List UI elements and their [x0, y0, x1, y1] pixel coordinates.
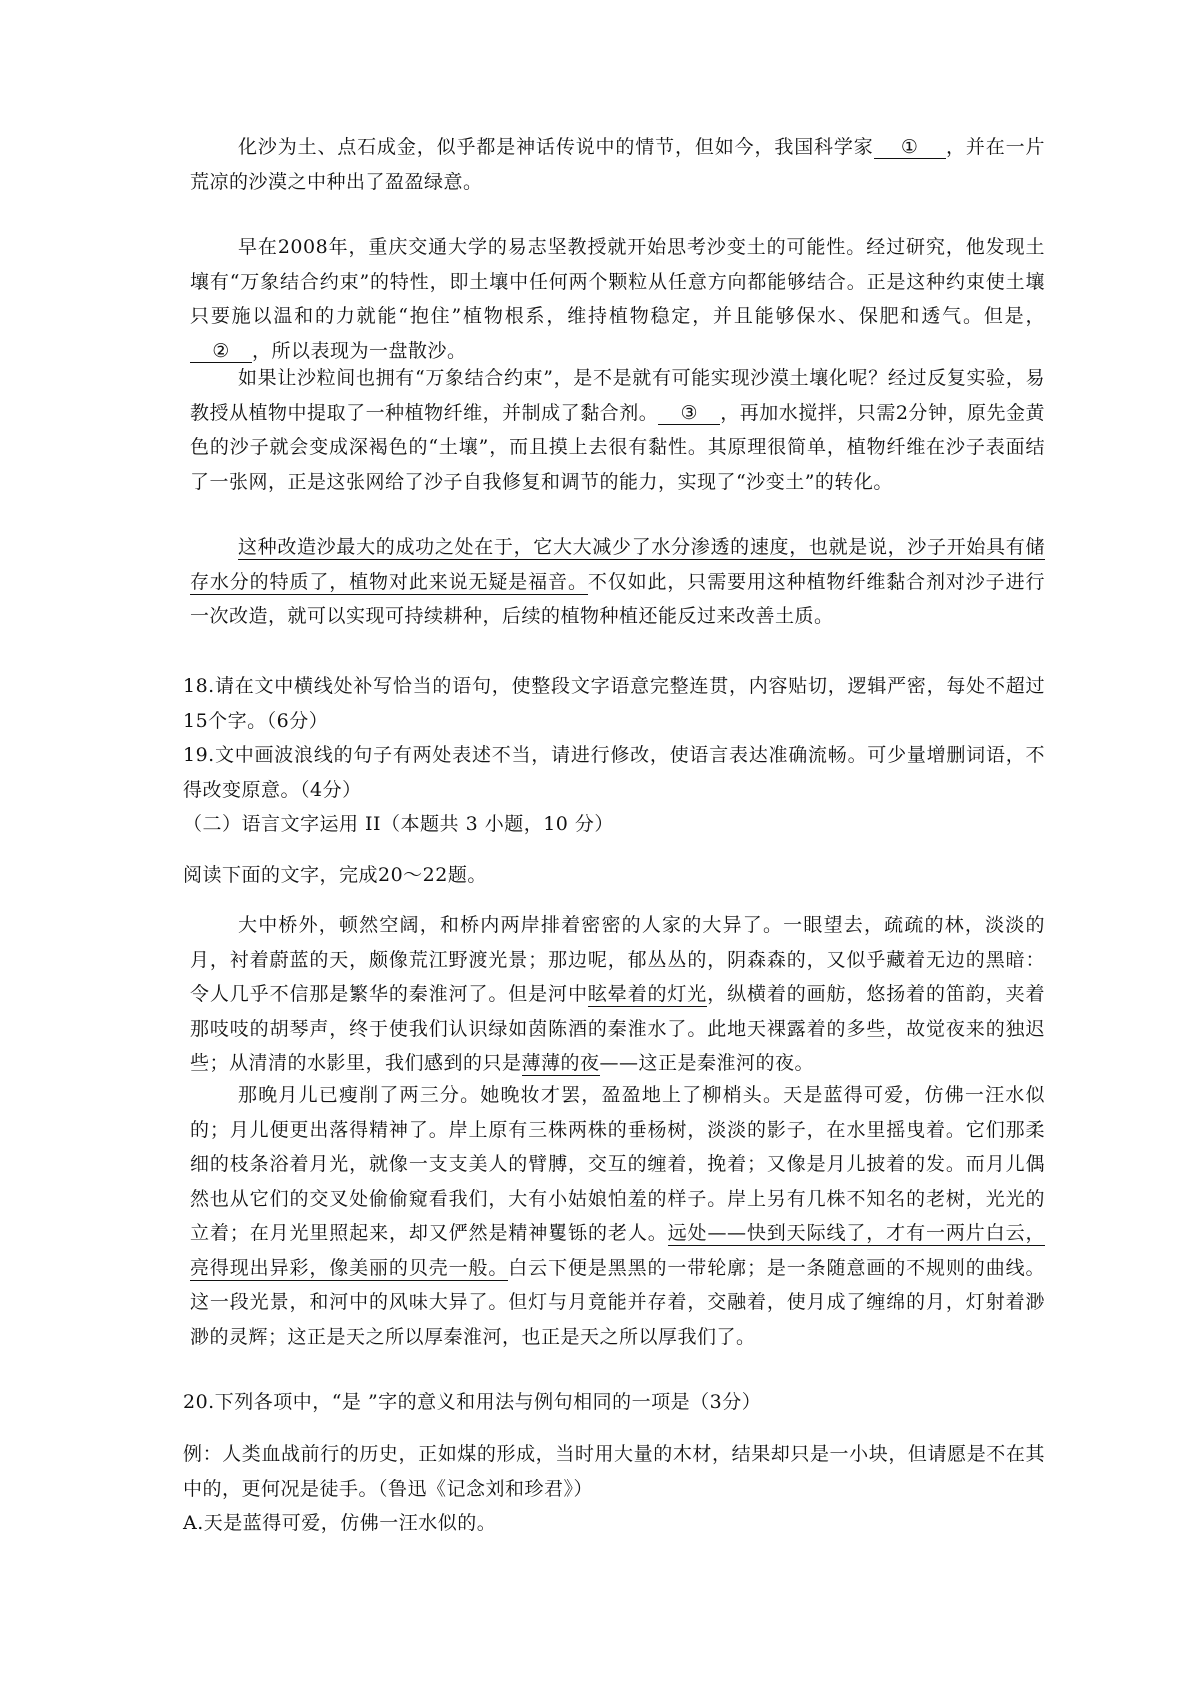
passage2-p2-text-a: 那晚月儿已瘦削了两三分。她晚妆才罢，盈盈地上了柳梢头。天是蓝得可爱，仿佛一汪水似的；月儿便更出落得精神了。岸上原有三株两株的垂杨树，淡淡的影子，在水里摇曳着。它们那柔细的枝条浴着月光，就像一支支美人的臂膊，交互的缠着，挽着；又像是月儿披着的发。而月儿偶然也从它们的交叉处偷偷窥看我们，大有小姑娘怕羞的样子。岸上另有几株不知名的老树，光光的立着；在月光里照起来，却又俨然是精神矍铄的老人。: [190, 1084, 1045, 1244]
passage1-p4-rest: 不仅如此，只需要用这种植物纤维黏合剂对沙子进行一次改造，就可以实现可持续耕种，后续的植物种植还能反过来改善土质。: [190, 570, 1045, 627]
question-18: 18.请在文中横线处补写恰当的语句，使整段文字语意完整连贯，内容贴切，逻辑严密，每处不超过15个字。（6分）: [183, 675, 1045, 732]
passage2-p1-text-a: 大中桥外，顿然空阔，和桥内两岸排着密密的人家的大异了。一眼望去，疏疏的林，淡淡的月，衬着蔚蓝的天，颇像荒江野渡光景；那边呢，郁丛丛的，阴森森的，又似乎藏着无边的黑暗：令人几乎不信那是繁华的秦淮河了。但是河中: [190, 914, 1045, 1005]
passage1-paragraph-2: [190, 230, 1045, 368]
passage1-p2-text-a: 早在2008年，重庆交通大学的易志坚教授就开始思考沙变土的可能性。经过研究，他发现土壤有“万象结合约束”的特性，即土壤中任何两个颗粒从任意方向都能够结合。正是这种约束使土壤只要施以温和的力就能“抱住”植物根系，维持植物稳定，并且能够保水、保肥和透气。但是，: [190, 236, 1045, 327]
passage1-paragraph-1: [190, 130, 1045, 199]
passage2-p1-text-b: ，纵横着的画舫，悠扬着的笛韵，夹着那吱吱的胡琴声，终于使我们认识绿如茵陈酒的秦淮水了。此地天裸露着的多些，故觉夜来的独迟些；从清清的水影里，我们感到的只是: [190, 983, 1045, 1074]
section-2-heading: （二）语言文字运用 II（本题共 3 小题，10 分）: [183, 813, 614, 835]
question-19: 19.文中画波浪线的句子有两处表述不当，请进行修改，使语言表达准确流畅。可少量增删词语，不得改变原意。（4分）: [183, 744, 1045, 801]
underlined-sentence-clouds: 远处——快到天际线了，才有一两片白云，亮得现出异彩，像美丽的贝壳一般。: [190, 1222, 1045, 1279]
section-2-intro: 阅读下面的文字，完成20～22题。: [183, 864, 487, 886]
passage1-p2-text-b: ，所以表现为一盘散沙。: [252, 339, 467, 362]
answer-blank-3[interactable]: ③: [658, 402, 720, 425]
answer-blank-1[interactable]: ①: [874, 136, 946, 159]
answer-blank-2[interactable]: ②: [190, 340, 252, 363]
passage2-p2-text-b: 白云下便是黑黑的一带轮廓；是一条随意画的不规则的曲线。这一段光景，和河中的风味大异了。但灯与月竟能并存着，交融着，使月成了缠绵的月，灯射着渺渺的灵辉；这正是天之所以厚秦淮河，也正是天之所以厚我们了。: [190, 1256, 1045, 1348]
passage1-p1-text-b: ，并在一片荒凉的沙漠之中种出了盈盈绿意。: [190, 136, 1045, 193]
passage2-paragraph-2: [190, 1078, 1045, 1354]
passage2-p1-text-c: ——这正是秦淮河的夜。: [599, 1052, 815, 1074]
passage1-p1-text-a: 化沙为土、点石成金，似乎都是神话传说中的情节，但如今，我国科学家: [238, 136, 874, 158]
wavy-underlined-sentence: 这种改造沙最大的成功之处在于，它大大减少了水分渗透的速度，也就是说，沙子开始具有储存水分的特质了，植物对此来说无疑是福音。: [190, 536, 1045, 593]
question-20: 20.下列各项中，“是 ”字的意义和用法与例句相同的一项是（3分）: [183, 1391, 762, 1413]
passage1-paragraph-4: [190, 530, 1045, 634]
underlined-phrase-night: 薄薄的夜: [521, 1052, 600, 1074]
passage1-p3-text-b: ，再加水搅拌，只需2分钟，原先金黄色的沙子就会变成深褐色的“土壤”，而且摸上去很有黏性。其原理很简单，植物纤维在沙子表面结了一张网，正是这张网给了沙子自我修复和调节的能力，实现了“沙变土”的转化。: [190, 401, 1045, 493]
passage1-paragraph-3: [190, 361, 1045, 499]
question-20-example: 例：人类血战前行的历史，正如煤的形成，当时用大量的木材，结果却只是一小块，但请愿是不在其中的，更何况是徒手。（鲁迅《记念刘和珍君》）: [183, 1443, 1045, 1500]
underlined-phrase-lights: 眩晕着的灯光: [587, 983, 708, 1005]
question-20-option-a[interactable]: A.天是蓝得可爱，仿佛一汪水似的。: [183, 1512, 497, 1534]
passage2-paragraph-1: [190, 908, 1045, 1081]
passage1-p3-text-a: 如果让沙粒间也拥有“万象结合约束”，是不是就有可能实现沙漠土壤化呢？经过反复实验，易教授从植物中提取了一种植物纤维，并制成了黏合剂。: [190, 367, 1045, 424]
